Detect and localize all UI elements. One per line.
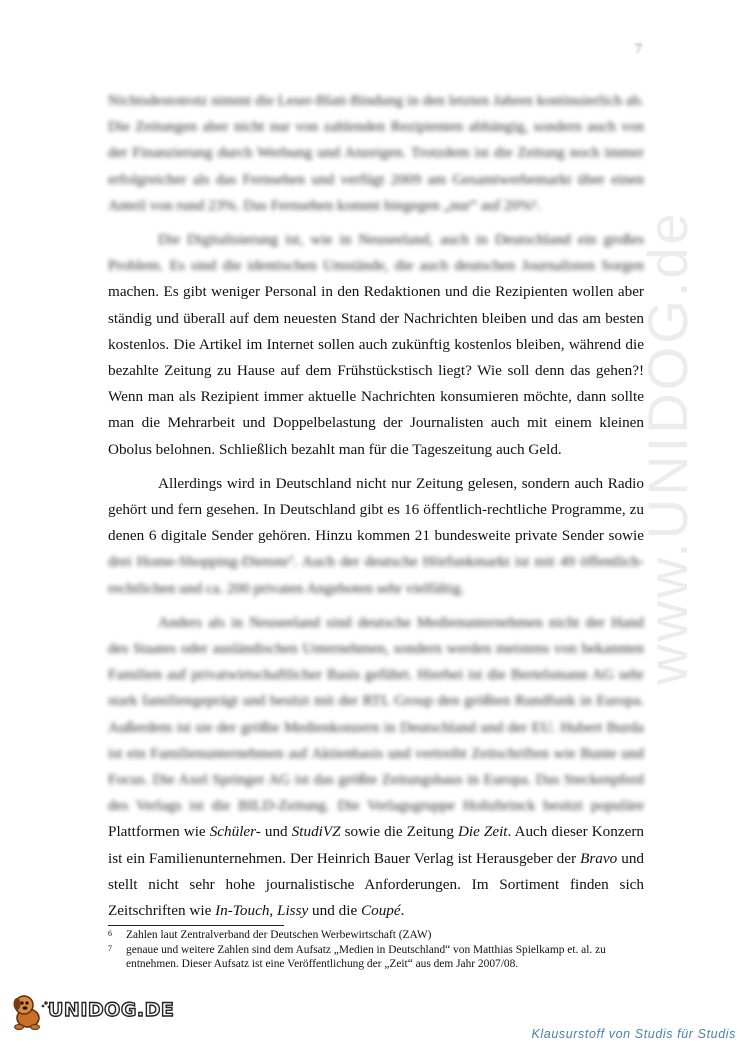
text-run: sowie die Zeitung — [340, 823, 458, 841]
paragraph-text: machen. Es gibt weniger Personal in den Redaktionen und die Rezipienten wollen aber ständig und überall auf dem neuesten Stand der Nachrichten bleiben und das am besten kostenlos. Die Artikel im Internet sollen auch zukünftig kostenlos bleiben, während die bezahlte Zeitung zu Hause auf dem Frühstückstisch liegt? Wie soll denn das gehen?! Wenn man als Rezipient immer aktuelle Nachrichten konsumieren möchte, dann sollte man die Mehrarbeit und Doppelbelastung der Journalisten auch mit einem kleinen Obolus belohnen. Schließlich bezahlt man für die Tageszeitung auch Geld. — [108, 283, 644, 458]
footnote-6 — [108, 928, 644, 943]
body-text — [108, 88, 644, 932]
text-run: Plattformen wie — [108, 823, 210, 841]
paragraph-text: Allerdings wird in Deutschland nicht nur Zeitung gelesen, sondern auch Radio gehört und fern gesehen. In Deutschland gibt es 16 öffentlich-rechtliche Programme, zu denen 6 digitale Sender gehören. Hinzu kommen 21 bundesweite private Sender sowie — [108, 474, 644, 545]
logo-text: UNIDOG.DE — [48, 999, 175, 1021]
watermark: www.UNIDOG.de — [636, 210, 699, 685]
italic-title: Coupé — [360, 902, 401, 920]
italic-title: Bravo — [580, 849, 618, 867]
italic-title: Lissy — [277, 902, 309, 920]
page-number: 7 — [635, 42, 642, 57]
paragraph-1 — [108, 88, 644, 219]
paragraph-text — [108, 823, 644, 919]
text-run: , — [269, 902, 278, 920]
text-run: und die — [308, 902, 361, 920]
paragraph-4 — [108, 610, 644, 924]
footnote-7 — [108, 943, 644, 972]
dog-icon — [8, 992, 52, 1032]
text-run: und stellt nicht sehr hohe journalistische Anforderungen. Im Sortiment finden sich Zeitschriften wie — [108, 849, 645, 920]
slogan: Klausurstoff von Studis für Studis — [531, 1027, 736, 1041]
text-run: . Auch dieser Konzern ist ein Familienunternehmen. Der Heinrich Bauer Verlag ist Herausgeber der — [108, 823, 644, 867]
blurred-text: Nichtsdestotrotz nimmt die Leser-Blatt-Bindung in den letzten Jahren kontinuierlich ab. Die Zeitungen aber nicht nur von zahlenden Rezipienten abhängig, sondern auch von der Finanzierung durch Werbung und Anzeigen. Trotzdem ist die Zeitung noch immer erfolgreicher als das Fernsehen und verfügt 2009 am Gesamtwerbemarkt über einen Anteil von rund 23%. Das Fernsehen kommt hingegen „nur“ auf 20%⁶. — [108, 92, 644, 214]
blurred-text: Anders als in Neuseeland sind deutsche Medienunternehmen nicht der Hand des Staates oder ausländischen Unternehmen, sondern werden meistens von bekannten Familien auf privatwirtschaftlicher Basis geführt. Hierbei ist die Bertelsmann AG sehr stark familiengeprägt und besitzt mit der RTL Group den größten Rundfunk in Europa. Außerdem ist sie der größte Medienkonzern in Deutschland und der EU. Hubert Burda ist ein Familienunternehmen auf Aktienbasis und vertreibt Zeitschriften wie Bunte und Focus. Die Axel Springer AG ist das größte Zeitungshaus in Europa. Das Steckenpferd des Verlags ist die BILD-Zeitung. Die Verlagsgruppe Holtzbrinck besitzt populäre — [108, 613, 644, 815]
paragraph-2 — [108, 227, 644, 463]
italic-title: In-Touch — [215, 902, 270, 920]
blurred-text: Die Digitalisierung ist, wie in Neuseeland, auch in Deutschland ein großes Problem. Es sind die identischen Umstände, die auch deutschen Journalisten Sorgen — [108, 231, 644, 275]
italic-title: Schüler- — [209, 823, 261, 841]
footnote-text: Zahlen laut Zentralverband der Deutschen Werbewirtschaft (ZAW) — [126, 929, 432, 941]
paragraph-3 — [108, 471, 644, 602]
footnote-number: 6 — [108, 929, 112, 938]
text-run: und — [260, 823, 292, 841]
blurred-text: drei Home-Shopping-Dienste⁷. Auch der deutsche Hörfunkmarkt ist mit 49 öffentlich-rechtlichen und ca. 200 privaten Angeboten sehr vielfältig. — [108, 553, 644, 597]
footnote-text: genaue und weitere Zahlen sind dem Aufsatz „Medien in Deutschland“ von Matthias Spielkamp et. al. zu entnehmen. Dieser Aufsatz ist eine Veröffentlichung der „Zeit“ aus dem Jahr 2007/08. — [126, 943, 606, 971]
text-run: . — [400, 902, 405, 920]
unidog-logo[interactable] — [8, 992, 175, 1032]
italic-title: StudiVZ — [291, 823, 341, 841]
footnotes — [108, 928, 644, 972]
italic-title: Die Zeit — [457, 823, 508, 841]
footnote-number: 7 — [108, 943, 112, 953]
footnote-rule — [108, 925, 284, 926]
